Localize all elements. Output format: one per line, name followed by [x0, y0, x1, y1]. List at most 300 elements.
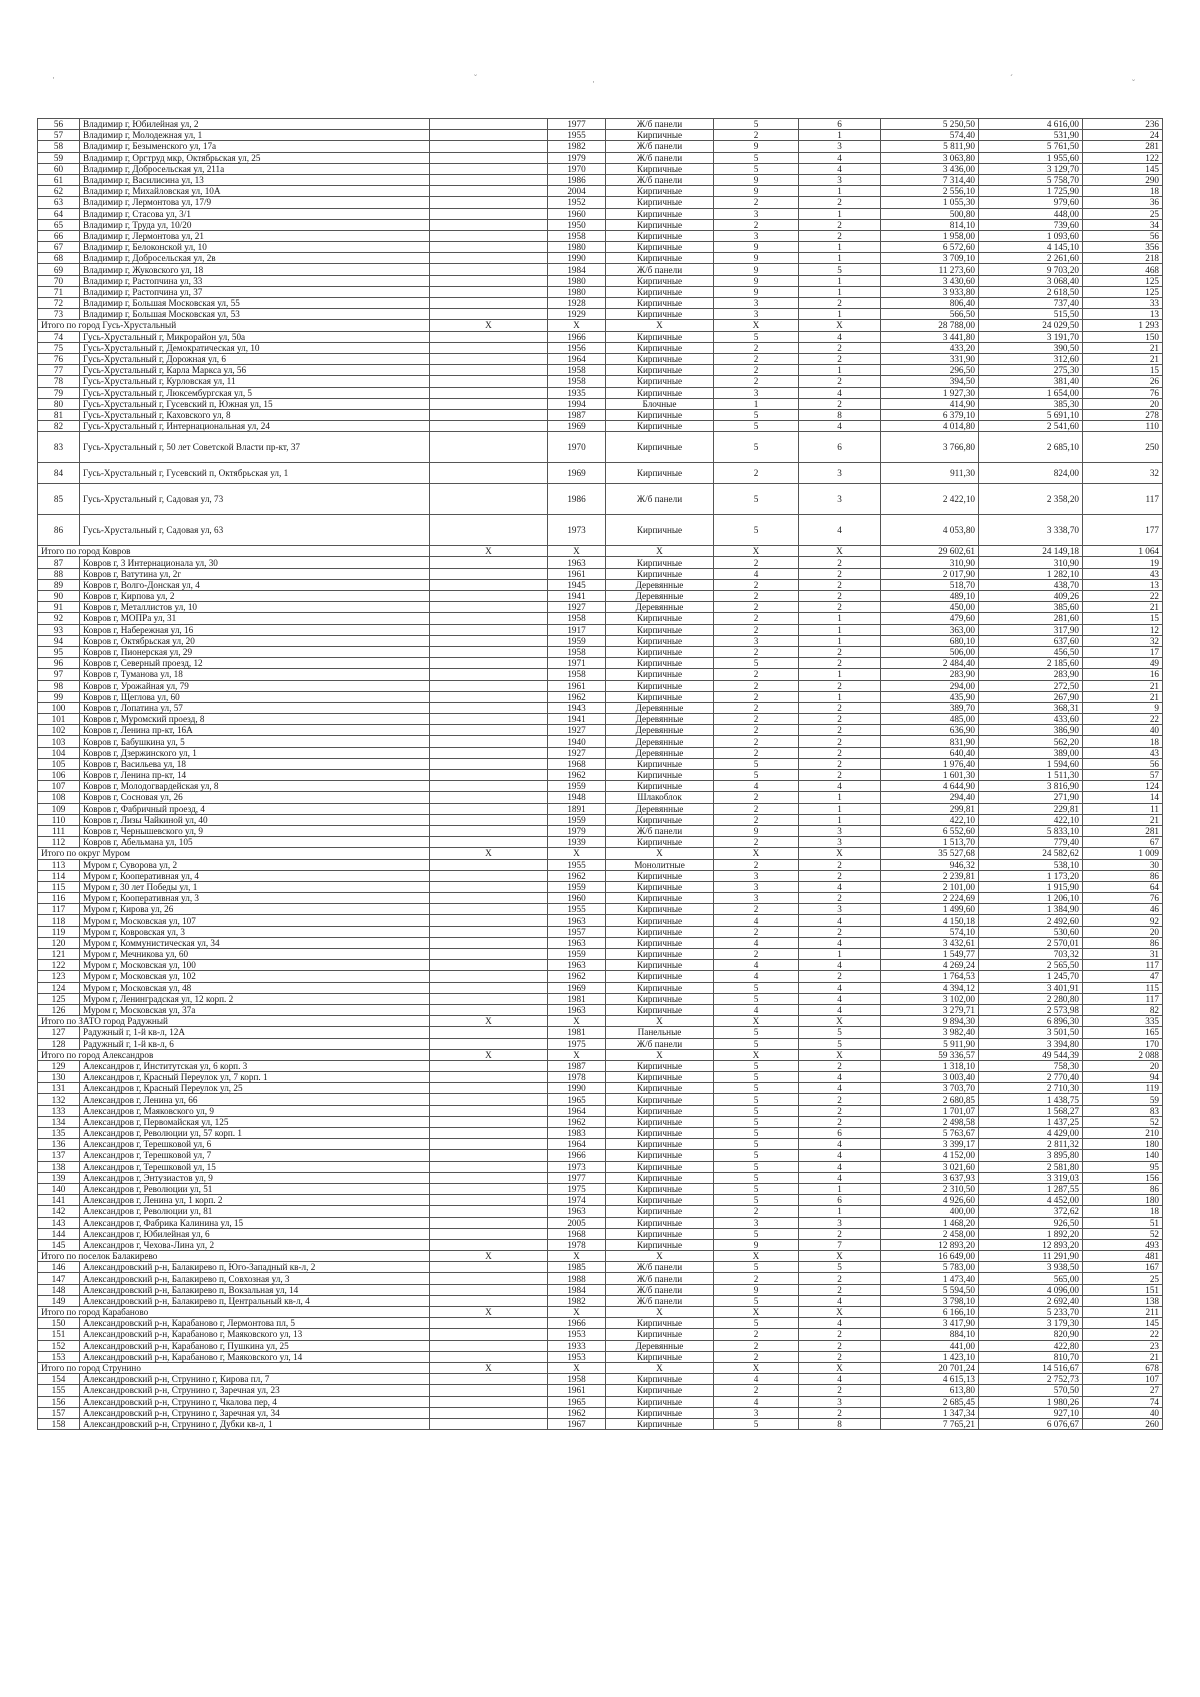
residents-cell: 52: [1083, 1228, 1163, 1239]
building-row: [38, 275, 1163, 286]
entrances-cell: 2: [799, 971, 881, 982]
area-cell: 2 224,69: [881, 893, 979, 904]
residents-cell: 43: [1083, 747, 1163, 758]
address-cell: Александровский р-н, Карабаново г, Маяковского ул, 13: [80, 1329, 430, 1340]
x-marker: X: [430, 1049, 548, 1060]
floors-cell: 2: [714, 792, 799, 803]
year-cell: 1928: [548, 298, 606, 309]
area-cell: 310,90: [881, 557, 979, 568]
blank-cell: [430, 1295, 548, 1306]
building-row: [38, 331, 1163, 342]
entrances-cell: 4: [799, 331, 881, 342]
residents-cell: 47: [1083, 971, 1163, 982]
living-area-cell: 1 511,30: [979, 770, 1083, 781]
address-cell: Александровский р-н, Карабаново г, Маяковского ул, 14: [80, 1351, 430, 1362]
floors-cell: 4: [714, 1374, 799, 1385]
building-row: [38, 130, 1163, 141]
year-cell: 1959: [548, 949, 606, 960]
area-cell: 7 314,40: [881, 174, 979, 185]
entrances-cell: 3: [799, 1396, 881, 1407]
year-cell: 1981: [548, 993, 606, 1004]
entrances-cell: 4: [799, 515, 881, 546]
entrances-cell: 2: [799, 1329, 881, 1340]
blank-cell: [430, 792, 548, 803]
area-cell: 806,40: [881, 298, 979, 309]
living-area-cell: 386,90: [979, 725, 1083, 736]
floors-cell: 2: [714, 1206, 799, 1217]
floors-cell: 5: [714, 1295, 799, 1306]
floors-cell: 2: [714, 859, 799, 870]
area-cell: 4 269,24: [881, 960, 979, 971]
living-area-cell: 3 938,50: [979, 1262, 1083, 1273]
blank-cell: [430, 579, 548, 590]
residents-cell: 110: [1083, 421, 1163, 432]
year-cell: 1963: [548, 557, 606, 568]
living-area-cell: 2 581,80: [979, 1161, 1083, 1172]
area-cell: 6 552,60: [881, 825, 979, 836]
residents-cell: 18: [1083, 1206, 1163, 1217]
address-cell: Александров г, Маяковского ул, 9: [80, 1105, 430, 1116]
row-number: 149: [38, 1295, 80, 1306]
year-cell: 1958: [548, 646, 606, 657]
building-row: [38, 1239, 1163, 1250]
material-cell: Кирпичные: [606, 186, 714, 197]
building-row: [38, 387, 1163, 398]
blank-cell: [430, 298, 548, 309]
year-cell: 1985: [548, 1262, 606, 1273]
area-cell: 450,00: [881, 602, 979, 613]
total-area: 20 701,24: [881, 1362, 979, 1373]
floors-cell: 2: [714, 803, 799, 814]
area-cell: 3 102,00: [881, 993, 979, 1004]
floors-cell: 2: [714, 197, 799, 208]
blank-cell: [430, 993, 548, 1004]
building-row: [38, 174, 1163, 185]
floors-cell: 5: [714, 1139, 799, 1150]
subtotal-label: Итого по ЗАТО город Радужный: [38, 1016, 430, 1027]
material-cell: Кирпичные: [606, 635, 714, 646]
residents-cell: 290: [1083, 174, 1163, 185]
material-cell: Кирпичные: [606, 1094, 714, 1105]
address-cell: Ковров г, Ватутина ул, 2г: [80, 568, 430, 579]
row-number: 57: [38, 130, 80, 141]
residents-cell: 117: [1083, 960, 1163, 971]
floors-cell: 5: [714, 770, 799, 781]
scan-speck: ·: [592, 77, 595, 87]
building-row: [38, 409, 1163, 420]
year-cell: 1966: [548, 1318, 606, 1329]
row-number: 143: [38, 1217, 80, 1228]
area-cell: 4 926,60: [881, 1195, 979, 1206]
entrances-cell: 2: [799, 230, 881, 241]
year-cell: 1977: [548, 1172, 606, 1183]
floors-cell: 2: [714, 591, 799, 602]
blank-cell: [430, 1318, 548, 1329]
living-area-cell: 12 893,20: [979, 1239, 1083, 1250]
area-cell: 911,30: [881, 463, 979, 484]
entrances-cell: 4: [799, 1374, 881, 1385]
area-cell: 946,32: [881, 859, 979, 870]
floors-cell: 5: [714, 1105, 799, 1116]
residents-cell: 170: [1083, 1038, 1163, 1049]
year-cell: 1973: [548, 1161, 606, 1172]
living-area-cell: 4 616,00: [979, 119, 1083, 130]
material-cell: Кирпичные: [606, 1217, 714, 1228]
year-cell: 1969: [548, 421, 606, 432]
blank-cell: [430, 937, 548, 948]
year-cell: 1994: [548, 398, 606, 409]
material-cell: Кирпичные: [606, 309, 714, 320]
x-marker: X: [430, 320, 548, 331]
living-area-cell: 515,50: [979, 309, 1083, 320]
area-cell: 294,40: [881, 792, 979, 803]
row-number: 120: [38, 937, 80, 948]
address-cell: Ковров г, Лизы Чайкиной ул, 40: [80, 814, 430, 825]
entrances-cell: 3: [799, 141, 881, 152]
residents-cell: 30: [1083, 859, 1163, 870]
living-area-cell: 385,30: [979, 398, 1083, 409]
total-residents: 2 088: [1083, 1049, 1163, 1060]
floors-cell: 2: [714, 646, 799, 657]
living-area-cell: 5 691,10: [979, 409, 1083, 420]
building-row: [38, 714, 1163, 725]
blank-cell: [430, 1105, 548, 1116]
entrances-cell: 2: [799, 197, 881, 208]
blank-cell: [430, 353, 548, 364]
material-cell: Деревянные: [606, 747, 714, 758]
blank-cell: [430, 331, 548, 342]
area-cell: 2 101,00: [881, 881, 979, 892]
entrances-cell: 3: [799, 463, 881, 484]
building-row: [38, 1273, 1163, 1284]
area-cell: 6 572,60: [881, 242, 979, 253]
year-cell: 1983: [548, 1128, 606, 1139]
building-row: [38, 624, 1163, 635]
residents-cell: 67: [1083, 837, 1163, 848]
living-area-cell: 281,60: [979, 613, 1083, 624]
material-cell: Кирпичные: [606, 275, 714, 286]
year-cell: 1975: [548, 1038, 606, 1049]
x-marker: X: [548, 1251, 606, 1262]
row-number: 92: [38, 613, 80, 624]
year-cell: 1941: [548, 591, 606, 602]
entrances-cell: 1: [799, 949, 881, 960]
blank-cell: [430, 714, 548, 725]
living-area-cell: 739,60: [979, 219, 1083, 230]
building-row: [38, 1183, 1163, 1194]
row-number: 126: [38, 1004, 80, 1015]
floors-cell: 4: [714, 937, 799, 948]
year-cell: 1987: [548, 409, 606, 420]
total-living-area: 24 029,50: [979, 320, 1083, 331]
blank-cell: [430, 376, 548, 387]
floors-cell: 5: [714, 331, 799, 342]
living-area-cell: 562,20: [979, 736, 1083, 747]
entrances-cell: 6: [799, 1128, 881, 1139]
building-row: [38, 264, 1163, 275]
entrances-cell: 2: [799, 568, 881, 579]
total-area: 28 788,00: [881, 320, 979, 331]
area-cell: 680,10: [881, 635, 979, 646]
entrances-cell: 3: [799, 174, 881, 185]
residents-cell: 57: [1083, 770, 1163, 781]
x-marker: X: [714, 1049, 799, 1060]
row-number: 100: [38, 702, 80, 713]
residents-cell: 122: [1083, 152, 1163, 163]
material-cell: Кирпичные: [606, 1150, 714, 1161]
address-cell: Александров г, Красный Переулок ул, 7 корп. 1: [80, 1072, 430, 1083]
entrances-cell: 2: [799, 770, 881, 781]
entrances-cell: 4: [799, 1004, 881, 1015]
material-cell: Кирпичные: [606, 242, 714, 253]
year-cell: 1969: [548, 463, 606, 484]
row-number: 68: [38, 253, 80, 264]
x-marker: X: [430, 1307, 548, 1318]
floors-cell: 5: [714, 1027, 799, 1038]
living-area-cell: 1 955,60: [979, 152, 1083, 163]
entrances-cell: 1: [799, 365, 881, 376]
living-area-cell: 1 725,90: [979, 186, 1083, 197]
building-row: [38, 208, 1163, 219]
subtotal-label: Итого по округ Муром: [38, 848, 430, 859]
total-living-area: 14 516,67: [979, 1362, 1083, 1373]
address-cell: Гусь-Хрустальный г, Микрорайон ул, 50а: [80, 331, 430, 342]
blank-cell: [430, 1351, 548, 1362]
address-cell: Александров г, Терешковой ул, 15: [80, 1161, 430, 1172]
floors-cell: 5: [714, 1038, 799, 1049]
area-cell: 3 766,80: [881, 432, 979, 463]
blank-cell: [430, 174, 548, 185]
residents-cell: 17: [1083, 646, 1163, 657]
entrances-cell: 4: [799, 915, 881, 926]
address-cell: Гусь-Хрустальный г, 50 лет Советской Власти пр-кт, 37: [80, 432, 430, 463]
row-number: 82: [38, 421, 80, 432]
living-area-cell: 275,30: [979, 365, 1083, 376]
address-cell: Александровский р-н, Балакирево п, Совхозная ул, 3: [80, 1273, 430, 1284]
row-number: 60: [38, 163, 80, 174]
material-cell: Кирпичные: [606, 409, 714, 420]
row-number: 122: [38, 960, 80, 971]
building-row: [38, 1295, 1163, 1306]
row-number: 58: [38, 141, 80, 152]
row-number: 69: [38, 264, 80, 275]
blank-cell: [430, 1027, 548, 1038]
row-number: 157: [38, 1407, 80, 1418]
living-area-cell: 1 892,20: [979, 1228, 1083, 1239]
floors-cell: 3: [714, 881, 799, 892]
area-cell: 435,90: [881, 691, 979, 702]
material-cell: Кирпичные: [606, 463, 714, 484]
total-living-area: 11 291,90: [979, 1251, 1083, 1262]
row-number: 106: [38, 770, 80, 781]
address-cell: Владимир г, Белоконской ул, 10: [80, 242, 430, 253]
year-cell: 1927: [548, 747, 606, 758]
floors-cell: 2: [714, 353, 799, 364]
area-cell: 2 556,10: [881, 186, 979, 197]
entrances-cell: 4: [799, 387, 881, 398]
year-cell: 1963: [548, 1004, 606, 1015]
year-cell: 1927: [548, 725, 606, 736]
year-cell: 1961: [548, 1385, 606, 1396]
living-area-cell: 1 173,20: [979, 870, 1083, 881]
floors-cell: 2: [714, 624, 799, 635]
floors-cell: 2: [714, 376, 799, 387]
blank-cell: [430, 949, 548, 960]
living-area-cell: 3 816,90: [979, 781, 1083, 792]
area-cell: 3 436,00: [881, 163, 979, 174]
floors-cell: 5: [714, 409, 799, 420]
blank-cell: [430, 421, 548, 432]
building-row: [38, 1139, 1163, 1150]
material-cell: Кирпичные: [606, 1195, 714, 1206]
x-marker: X: [714, 1016, 799, 1027]
blank-cell: [430, 152, 548, 163]
row-number: 83: [38, 432, 80, 463]
entrances-cell: 5: [799, 264, 881, 275]
row-number: 84: [38, 463, 80, 484]
building-row: [38, 1004, 1163, 1015]
blank-cell: [430, 1038, 548, 1049]
address-cell: Владимир г, Труда ул, 10/20: [80, 219, 430, 230]
floors-cell: 4: [714, 971, 799, 982]
building-row: [38, 971, 1163, 982]
building-row: [38, 881, 1163, 892]
year-cell: 1961: [548, 568, 606, 579]
entrances-cell: 4: [799, 1172, 881, 1183]
material-cell: Кирпичные: [606, 1105, 714, 1116]
entrances-cell: 2: [799, 376, 881, 387]
subtotal-label: Итого по город Карабаново: [38, 1307, 430, 1318]
row-number: 138: [38, 1161, 80, 1172]
building-row: [38, 1128, 1163, 1139]
address-cell: Александров г, Чехова-Лина ул, 2: [80, 1239, 430, 1250]
residents-cell: 31: [1083, 949, 1163, 960]
building-row: [38, 602, 1163, 613]
row-number: 102: [38, 725, 80, 736]
area-cell: 3 279,71: [881, 1004, 979, 1015]
building-row: [38, 837, 1163, 848]
material-cell: Кирпичные: [606, 949, 714, 960]
entrances-cell: 2: [799, 1385, 881, 1396]
row-number: 153: [38, 1351, 80, 1362]
material-cell: Кирпичные: [606, 253, 714, 264]
entrances-cell: 6: [799, 1195, 881, 1206]
address-cell: Гусь-Хрустальный г, Садовая ул, 63: [80, 515, 430, 546]
building-row: [38, 691, 1163, 702]
material-cell: Кирпичные: [606, 1139, 714, 1150]
year-cell: 1929: [548, 309, 606, 320]
subtotal-row: [38, 320, 1163, 331]
building-row: [38, 949, 1163, 960]
building-row: [38, 669, 1163, 680]
entrances-cell: 3: [799, 484, 881, 515]
total-residents: 678: [1083, 1362, 1163, 1373]
material-cell: Кирпичные: [606, 286, 714, 297]
material-cell: Кирпичные: [606, 331, 714, 342]
residents-cell: 177: [1083, 515, 1163, 546]
material-cell: Кирпичные: [606, 837, 714, 848]
entrances-cell: 2: [799, 658, 881, 669]
blank-cell: [430, 635, 548, 646]
area-cell: 3 063,80: [881, 152, 979, 163]
area-cell: 479,60: [881, 613, 979, 624]
building-row: [38, 725, 1163, 736]
row-number: 94: [38, 635, 80, 646]
area-cell: 1 976,40: [881, 758, 979, 769]
living-area-cell: 2 565,50: [979, 960, 1083, 971]
area-cell: 3 430,60: [881, 275, 979, 286]
building-row: [38, 960, 1163, 971]
floors-cell: 3: [714, 1217, 799, 1228]
row-number: 110: [38, 814, 80, 825]
living-area-cell: 703,32: [979, 949, 1083, 960]
living-area-cell: 3 501,50: [979, 1027, 1083, 1038]
entrances-cell: 2: [799, 736, 881, 747]
area-cell: 5 250,50: [881, 119, 979, 130]
blank-cell: [430, 1217, 548, 1228]
living-area-cell: 530,60: [979, 926, 1083, 937]
total-living-area: 24 149,18: [979, 546, 1083, 557]
residents-cell: 32: [1083, 463, 1163, 484]
blank-cell: [430, 982, 548, 993]
material-cell: Кирпичные: [606, 646, 714, 657]
floors-cell: 2: [714, 219, 799, 230]
entrances-cell: 2: [799, 602, 881, 613]
total-living-area: 6 896,30: [979, 1016, 1083, 1027]
area-cell: 1 473,40: [881, 1273, 979, 1284]
floors-cell: 3: [714, 870, 799, 881]
building-row: [38, 658, 1163, 669]
year-cell: 1927: [548, 602, 606, 613]
area-cell: 574,40: [881, 130, 979, 141]
building-row: [38, 982, 1163, 993]
area-cell: 299,81: [881, 803, 979, 814]
row-number: 72: [38, 298, 80, 309]
living-area-cell: 820,90: [979, 1329, 1083, 1340]
building-row: [38, 1262, 1163, 1273]
address-cell: Гусь-Хрустальный г, Люксембургская ул, 5: [80, 387, 430, 398]
address-cell: Александров г, Ленина ул, 1 корп. 2: [80, 1195, 430, 1206]
blank-cell: [430, 119, 548, 130]
entrances-cell: 4: [799, 937, 881, 948]
entrances-cell: 4: [799, 1072, 881, 1083]
x-marker: X: [430, 1251, 548, 1262]
blank-cell: [430, 691, 548, 702]
blank-cell: [430, 1418, 548, 1429]
entrances-cell: 2: [799, 1284, 881, 1295]
row-number: 139: [38, 1172, 80, 1183]
area-cell: 1 055,30: [881, 197, 979, 208]
year-cell: 1986: [548, 484, 606, 515]
entrances-cell: 6: [799, 432, 881, 463]
address-cell: Александровский р-н, Карабаново г, Лермонтова пл, 5: [80, 1318, 430, 1329]
area-cell: 1 347,34: [881, 1407, 979, 1418]
x-marker: X: [799, 1016, 881, 1027]
residents-cell: 12: [1083, 624, 1163, 635]
material-cell: Кирпичные: [606, 680, 714, 691]
year-cell: 1982: [548, 141, 606, 152]
area-cell: 4 053,80: [881, 515, 979, 546]
residents-cell: 24: [1083, 130, 1163, 141]
area-cell: 1 958,00: [881, 230, 979, 241]
total-living-area: 5 233,70: [979, 1307, 1083, 1318]
year-cell: 1950: [548, 219, 606, 230]
material-cell: Кирпичные: [606, 1407, 714, 1418]
building-row: [38, 1228, 1163, 1239]
living-area-cell: 389,00: [979, 747, 1083, 758]
living-area-cell: 368,31: [979, 702, 1083, 713]
year-cell: 1963: [548, 937, 606, 948]
